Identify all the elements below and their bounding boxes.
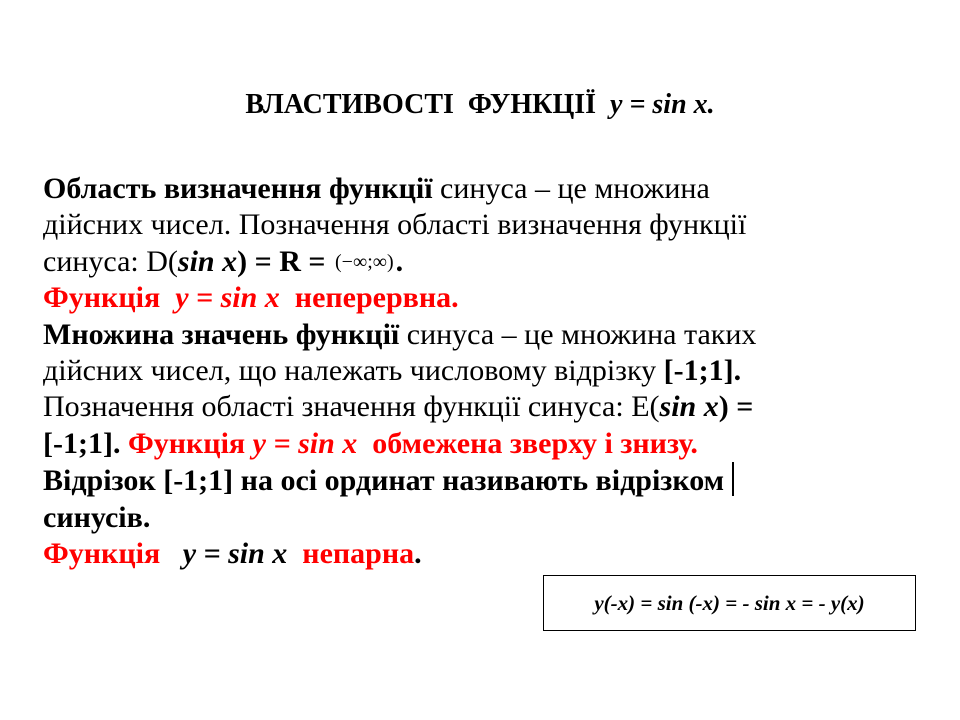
domain-line-3 [43, 244, 933, 280]
domain-set-r: R [279, 244, 301, 278]
bounded-property: обмежена зверху і знизу. [372, 426, 698, 460]
domain-text-3-pre: синуса: D( [43, 244, 178, 278]
page-title [0, 88, 960, 122]
parity-formula: y = sin x [182, 537, 288, 571]
range-text-2: дійсних чисел, що належать числовому відрізку [43, 354, 664, 388]
parity-line [43, 536, 933, 572]
domain-sin-x: sin x [177, 244, 238, 278]
parity-property: непарна [302, 537, 415, 571]
segment-name-text-1: Відрізок [-1;1] на осі ординат називають відрізком [43, 464, 725, 498]
domain-interval: (−∞;∞) [335, 250, 394, 273]
range-text-3: Позначення області значення функції синуса: E( [43, 390, 660, 424]
range-line-1 [43, 317, 933, 353]
range-term: Множина значень функції [43, 317, 400, 351]
segment-name-line-2 [43, 500, 933, 536]
range-segment: [-1;1]. [663, 354, 742, 388]
continuity-line [43, 280, 933, 316]
text-cursor [732, 462, 734, 496]
domain-term: Область визначення функції [43, 172, 433, 205]
title-label: ВЛАСТИВОСТІ ФУНКЦІЇ [245, 89, 597, 120]
parity-label: Функція [43, 537, 161, 571]
content-body [43, 171, 933, 572]
segment-name-text-2: синусів. [43, 500, 151, 534]
continuity-property: неперервна. [294, 281, 459, 315]
domain-line-2 [43, 207, 933, 243]
domain-text-3-mid: ) = [237, 244, 280, 278]
parity-end: . [414, 537, 422, 571]
range-line-2 [43, 353, 933, 389]
range-line-4 [43, 426, 933, 462]
domain-text-1: синуса – це множина [432, 172, 710, 205]
domain-text-2: дійсних чисел. Позначення області визначення функції [43, 208, 747, 242]
domain-eq: = [300, 244, 333, 278]
domain-line-1 [43, 171, 933, 207]
segment-name-line-1 [43, 462, 933, 499]
range-segment-4: [-1;1]. [43, 426, 121, 460]
domain-end: . [395, 244, 404, 278]
bounded-label: Функція [127, 426, 246, 460]
range-line-3 [43, 389, 933, 425]
range-text-3-end: ) = [718, 390, 754, 424]
bounded-formula: y = sin x [252, 426, 358, 460]
range-text-1: синуса – це множина таких [399, 317, 757, 351]
odd-function-formula-box [543, 575, 916, 631]
continuity-formula: y = sin x [175, 281, 280, 315]
title-formula: y = sin x. [610, 89, 715, 120]
odd-function-formula: y(-x) = sin (-x) = - sin x = - y(x) [594, 590, 865, 615]
range-sin-x: sin x [659, 390, 719, 424]
continuity-label: Функція [43, 281, 161, 315]
